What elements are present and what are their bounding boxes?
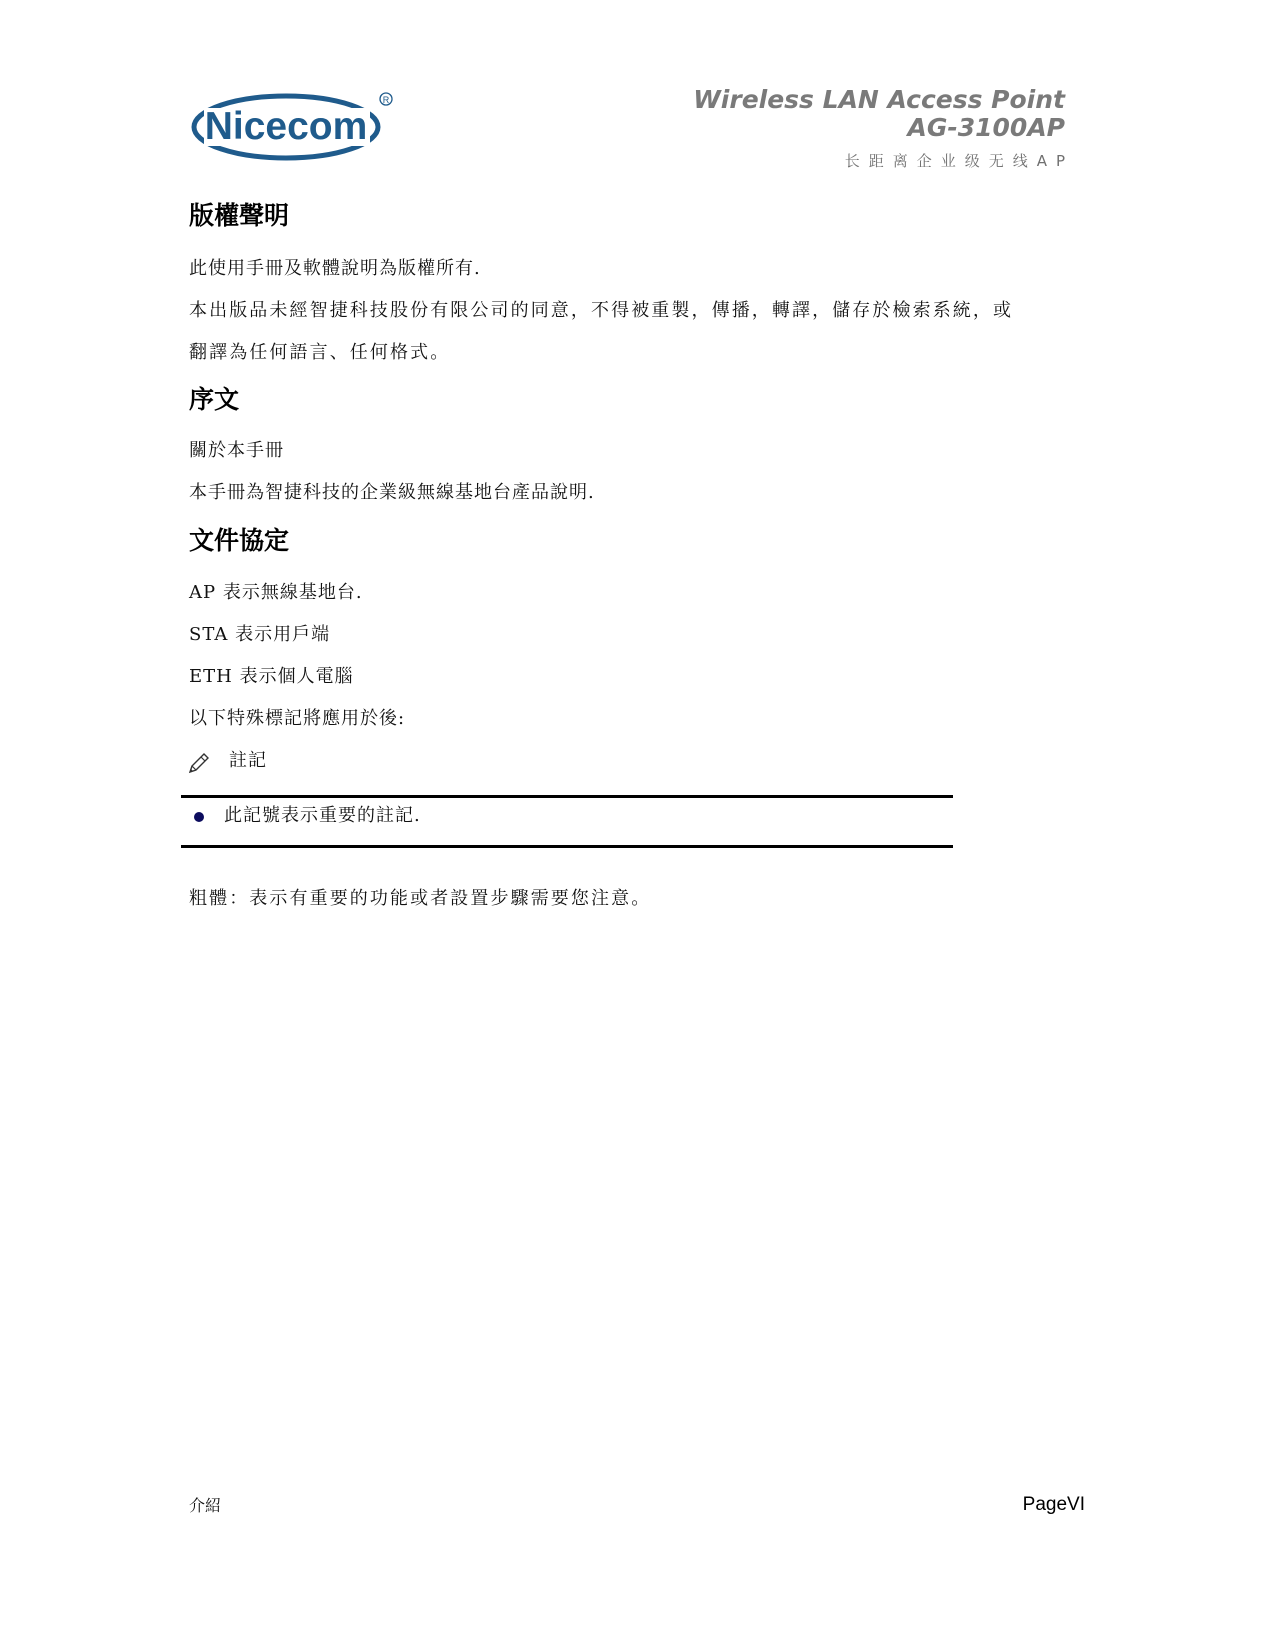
copyright-line-3: 翻譯為任何語言、任何格式。 [189, 342, 451, 363]
preface-heading: 序文 [189, 385, 240, 414]
copyright-line-1: 此使用手冊及軟體說明為版權所有. [189, 258, 481, 279]
logo-wordmark: Nicecom [204, 105, 368, 148]
convention-sta: STA 表示用戶端 [189, 624, 331, 645]
svg-text:R: R [382, 95, 390, 105]
preface-line-1: 關於本手冊 [189, 440, 284, 461]
note-label: 註記 [229, 750, 267, 771]
note-text: 此記號表示重要的註記. [224, 805, 421, 826]
nicecom-logo [188, 86, 396, 172]
pencil-icon [188, 752, 210, 774]
product-header [693, 85, 1074, 171]
convention-ap: AP 表示無線基地台. [189, 582, 363, 603]
note-top-rule [181, 795, 953, 798]
product-line: Wireless LAN Access Point [693, 85, 1065, 114]
bullet-icon [194, 812, 204, 822]
note-bottom-rule [181, 845, 953, 848]
convention-eth: ETH 表示個人電腦 [189, 666, 354, 687]
copyright-heading: 版權聲明 [189, 201, 290, 230]
bold-convention: 粗體：表示有重要的功能或者設置步驟需要您注意。 [189, 888, 652, 909]
copyright-line-2: 本出版品未經智捷科技股份有限公司的同意，不得被重製，傳播，轉譯，儲存於檢索系統，或 [189, 300, 1014, 321]
product-subtitle: 长距离企业级无线AP [844, 152, 1074, 170]
footer-section: 介紹 [189, 1496, 222, 1515]
model-number: AG-3100AP [907, 113, 1065, 142]
page-number: PageVI [1022, 1494, 1085, 1515]
marks-intro: 以下特殊標記將應用於後: [189, 708, 406, 729]
conventions-heading: 文件協定 [189, 526, 290, 555]
preface-line-2: 本手冊為智捷科技的企業級無線基地台產品說明. [189, 482, 595, 503]
